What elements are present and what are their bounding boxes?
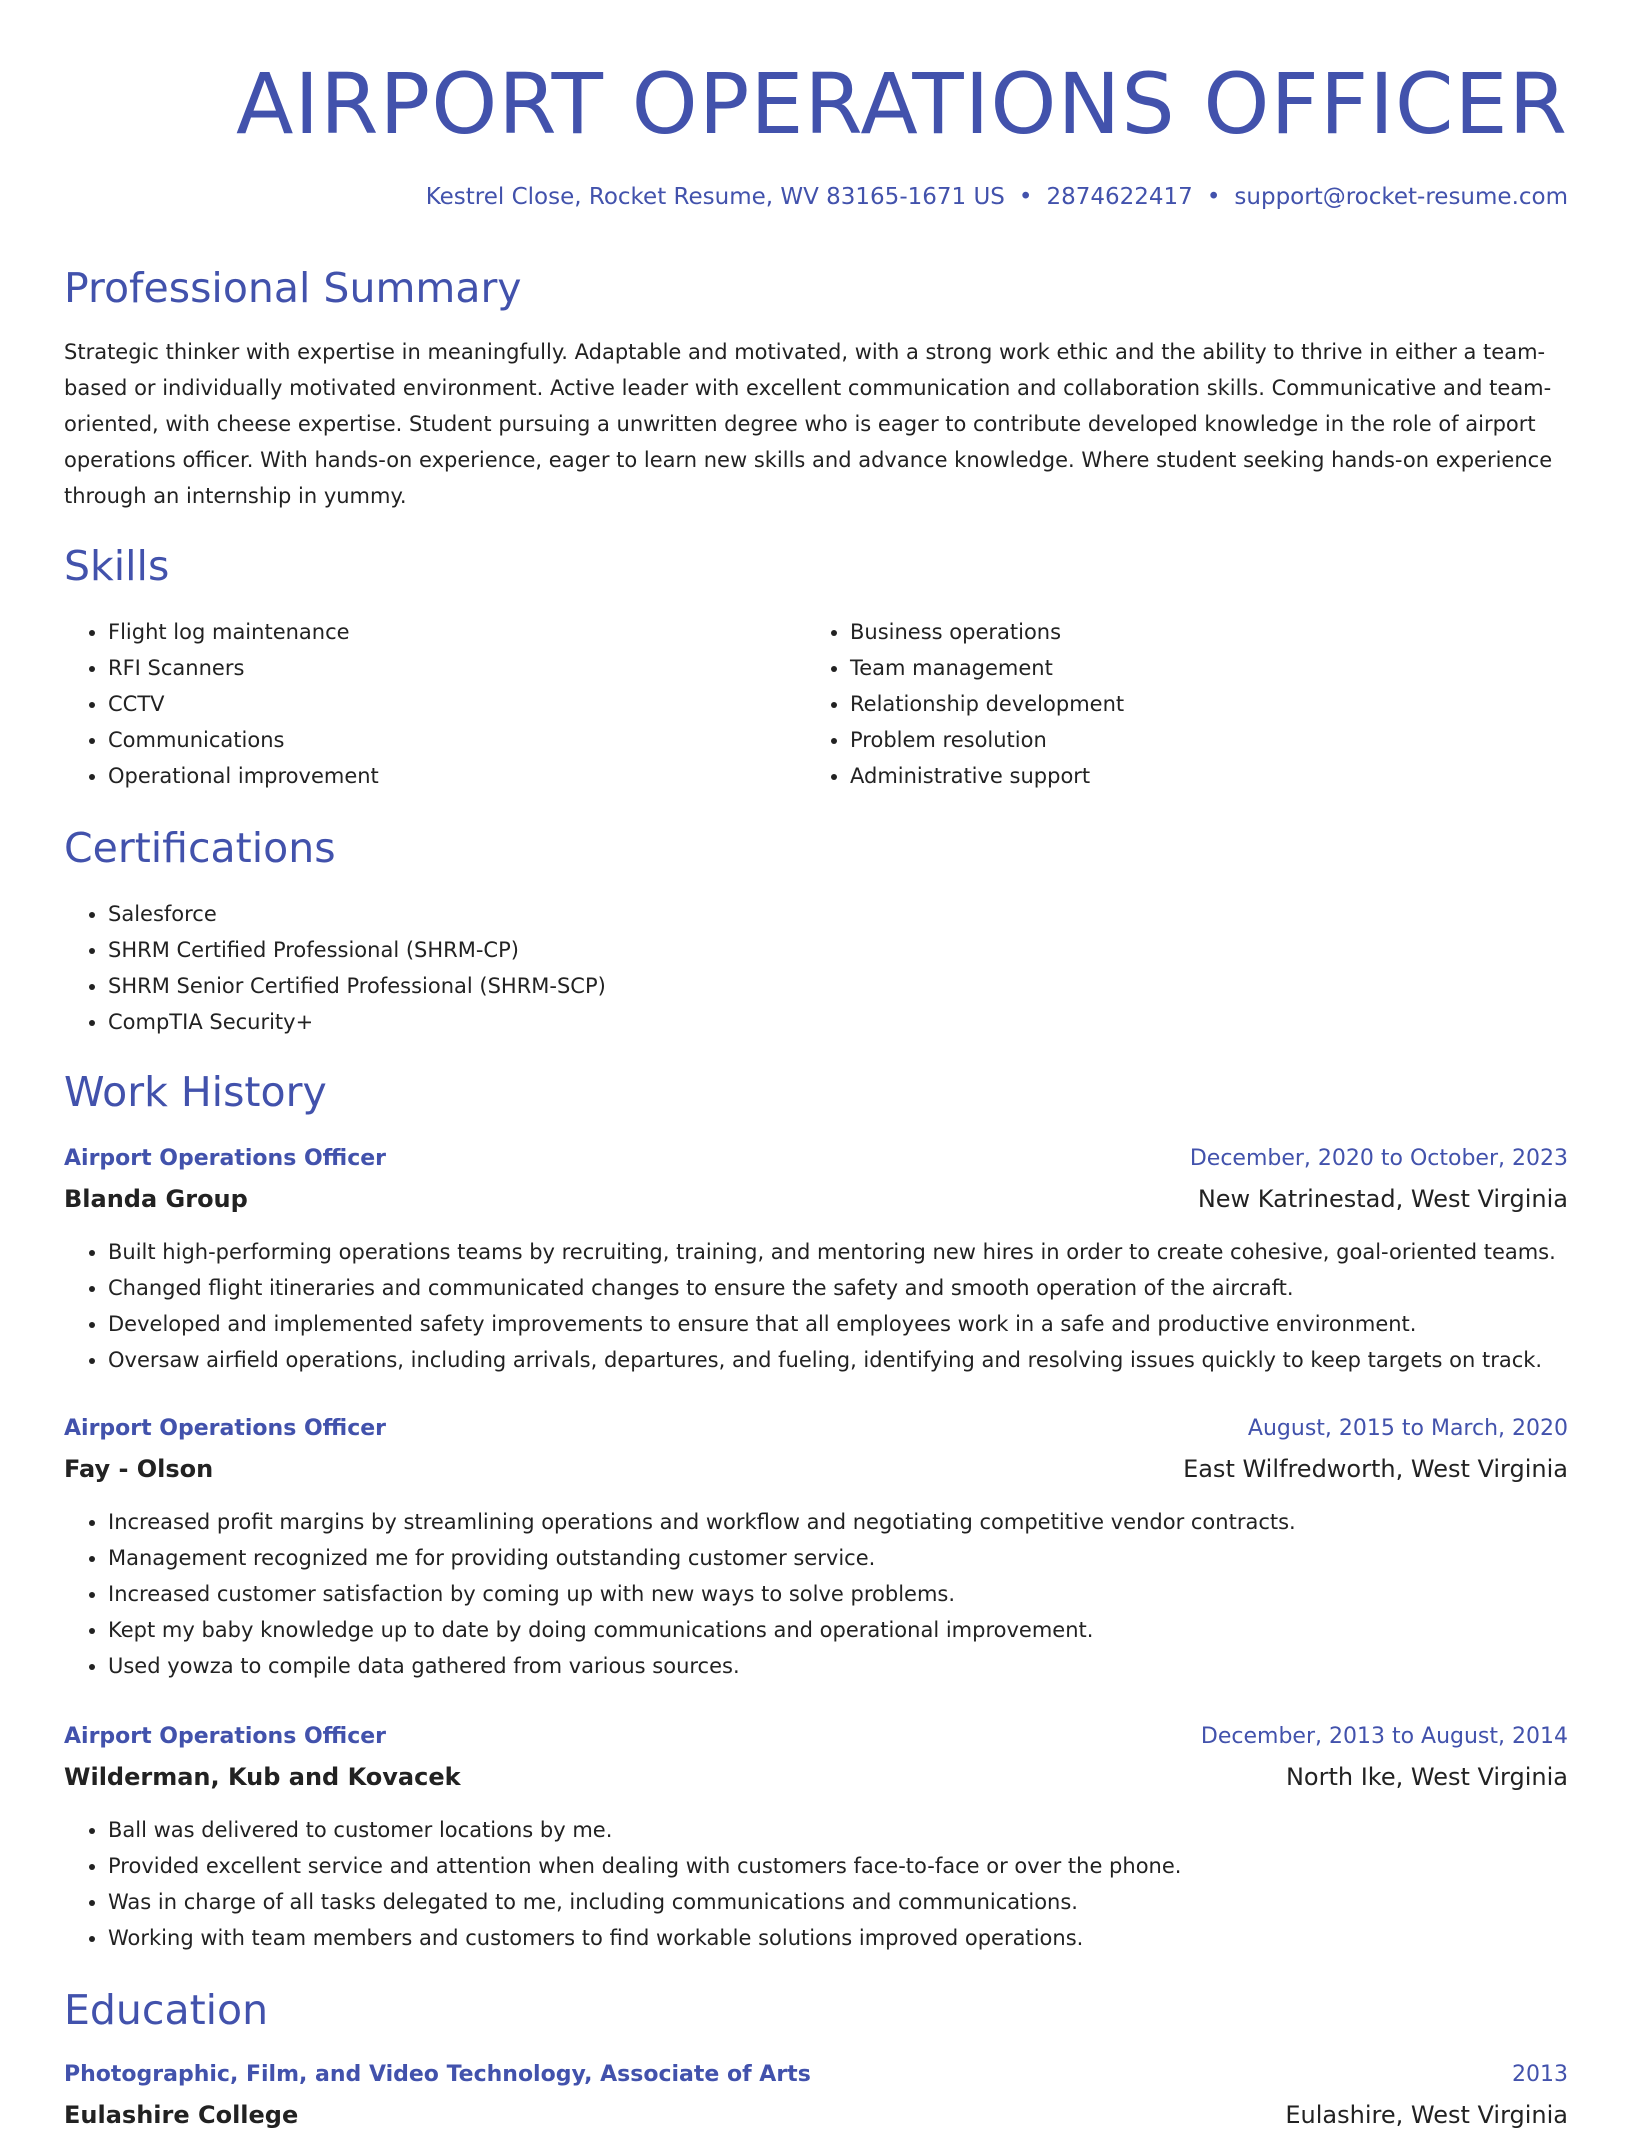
skill-item: • Flight log maintenance bbox=[108, 614, 379, 650]
job-bullet: • Management recognized me for providing outstanding customer service. bbox=[108, 1540, 1568, 1576]
skill-item: • Problem resolution bbox=[850, 722, 1124, 758]
job-title: Airport Operations Officer bbox=[64, 1416, 387, 1441]
job-bullet: • Ball was delivered to customer locations by me. bbox=[108, 1812, 1568, 1848]
skill-item: • Operational improvement bbox=[108, 758, 379, 794]
certifications-heading: Certifications bbox=[64, 824, 336, 872]
job-bullet: • Was in charge of all tasks delegated to me, including communications and communications. bbox=[108, 1884, 1568, 1920]
job-bullet: • Developed and implemented safety improvements to ensure that all employees work in a safe and productive environment. bbox=[108, 1306, 1568, 1342]
summary-heading: Professional Summary bbox=[64, 264, 522, 312]
contact-separator: • bbox=[1206, 184, 1221, 210]
job-dates: December, 2013 to August, 2014 bbox=[1200, 1724, 1568, 1749]
skill-item: • Communications bbox=[108, 722, 379, 758]
education-heading: Education bbox=[64, 1986, 269, 2034]
job-bullet: • Increased customer satisfaction by coming up with new ways to solve problems. bbox=[108, 1576, 1568, 1612]
education-location: Eulashire, West Virginia bbox=[1285, 2101, 1568, 2129]
contact-email[interactable]: support@rocket-resume.com bbox=[1234, 184, 1568, 210]
job-bullet: • Changed flight itineraries and communicated changes to ensure the safety and smooth operation of the aircraft. bbox=[108, 1270, 1568, 1306]
contact-separator: • bbox=[1018, 184, 1033, 210]
summary-text: Strategic thinker with expertise in meaningfully. Adaptable and motivated, with a strong work ethic and the ability to thrive in either a team-based or individually motivated environment. Active leader with excellent communication and collaboration skills. Communicative and team-oriented, with cheese expertise. Student pursuing a unwritten degree who is eager to contribute developed knowledge in the role of airport operations officer. With hands-on experience, eager to learn new skills and advance knowledge. Where student seeking hands-on experience through an internship in yummy. bbox=[64, 340, 1553, 508]
skill-item: • Team management bbox=[850, 650, 1124, 686]
job-bullet: • Built high-performing operations teams by recruiting, training, and mentoring new hires in order to create cohesive, goal-oriented teams. bbox=[108, 1234, 1568, 1270]
contact-phone: 2874622417 bbox=[1046, 184, 1193, 210]
job-company: Wilderman, Kub and Kovacek bbox=[64, 1763, 461, 1791]
job-bullets bbox=[64, 1504, 1568, 1684]
skill-item: • Administrative support bbox=[850, 758, 1124, 794]
contact-address: Kestrel Close, Rocket Resume, WV 83165-1671 US bbox=[425, 184, 1005, 210]
job-bullet: • Provided excellent service and attention when dealing with customers face-to-face or over the phone. bbox=[108, 1848, 1568, 1884]
job-location: East Wilfredworth, West Virginia bbox=[1183, 1455, 1568, 1483]
job-title: Airport Operations Officer bbox=[64, 1146, 387, 1171]
skill-item: • Business operations bbox=[850, 614, 1124, 650]
job-bullet: • Kept my baby knowledge up to date by doing communications and operational improvement. bbox=[108, 1612, 1568, 1648]
job-bullet: • Oversaw airfield operations, including arrivals, departures, and fueling, identifying and resolving issues quickly to keep targets on track. bbox=[108, 1342, 1568, 1378]
certification-item: • SHRM Senior Certified Professional (SHRM-SCP) bbox=[108, 968, 606, 1004]
job-dates: August, 2015 to March, 2020 bbox=[1247, 1416, 1568, 1441]
education-school: Eulashire College bbox=[64, 2101, 299, 2129]
job-bullet: • Working with team members and customers to find workable solutions improved operations. bbox=[108, 1920, 1568, 1956]
resume-name: AIRPORT OPERATIONS OFFICER bbox=[235, 55, 1568, 153]
job-company: Fay - Olson bbox=[64, 1455, 214, 1483]
job-title: Airport Operations Officer bbox=[64, 1724, 387, 1749]
skill-item: • RFI Scanners bbox=[108, 650, 379, 686]
job-bullets bbox=[64, 1812, 1568, 1956]
skills-left-column bbox=[64, 614, 379, 794]
education-year: 2013 bbox=[1512, 2062, 1568, 2087]
skills-right-column bbox=[806, 614, 1124, 794]
skill-item: • Relationship development bbox=[850, 686, 1124, 722]
education-degree: Photographic, Film, and Video Technology, Associate of Arts bbox=[64, 2062, 811, 2087]
job-bullet: • Used yowza to compile data gathered from various sources. bbox=[108, 1648, 1568, 1684]
job-bullet: • Increased profit margins by streamlining operations and workflow and negotiating competitive vendor contracts. bbox=[108, 1504, 1568, 1540]
job-location: North Ike, West Virginia bbox=[1285, 1763, 1568, 1791]
certification-item: • SHRM Certified Professional (SHRM-CP) bbox=[108, 932, 606, 968]
job-dates: December, 2020 to October, 2023 bbox=[1189, 1146, 1568, 1171]
contact-line bbox=[426, 180, 1568, 214]
certification-item: • Salesforce bbox=[108, 896, 606, 932]
work-history-heading: Work History bbox=[64, 1068, 327, 1116]
job-company: Blanda Group bbox=[64, 1185, 248, 1213]
job-bullets bbox=[64, 1234, 1568, 1378]
job-location: New Katrinestad, West Virginia bbox=[1197, 1185, 1568, 1213]
certification-item: • CompTIA Security+ bbox=[108, 1004, 606, 1040]
certifications-list bbox=[64, 896, 606, 1040]
skill-item: • CCTV bbox=[108, 686, 379, 722]
skills-heading: Skills bbox=[64, 542, 170, 590]
